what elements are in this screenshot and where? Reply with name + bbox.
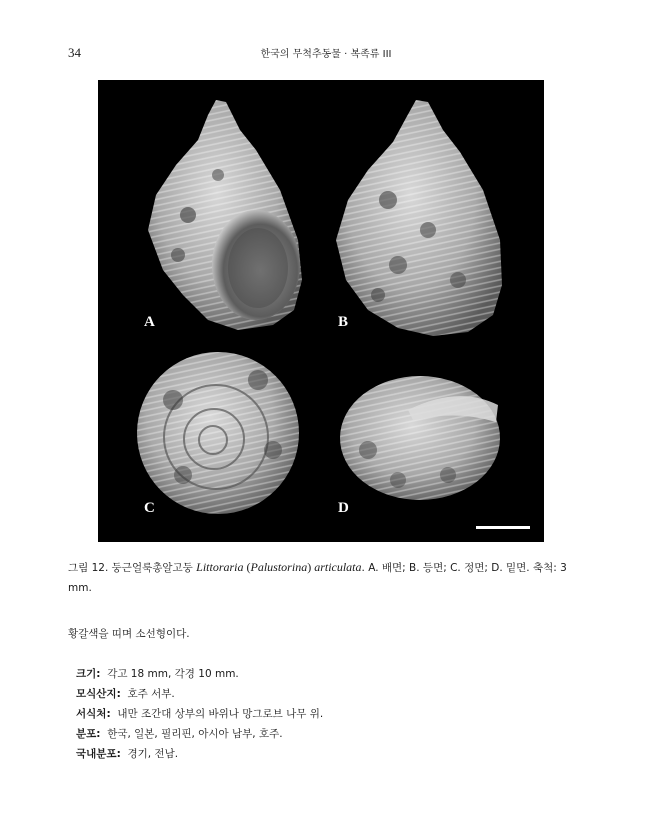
- fact-key: 크기: [76, 668, 97, 680]
- fact-key: 서식처: [76, 708, 107, 720]
- fact-distribution: 분포: 한국, 일본, 필리핀, 아시아 남부, 호주.: [76, 728, 283, 740]
- fact-size: 크기: 각고 18 mm, 각경 10 mm.: [76, 668, 239, 680]
- species-facts: [76, 664, 323, 764]
- fact-value: 각고 18 mm, 각경 10 mm.: [107, 668, 239, 680]
- caption-paren-open: (: [243, 560, 251, 574]
- panel-label-b: B: [338, 314, 349, 330]
- shell-b-abapertural-view: [336, 100, 502, 336]
- fact-habitat: 서식처: 내만 조간대 상부의 바위나 망그로브 나무 위.: [76, 708, 324, 720]
- panel-label-a: A: [144, 314, 155, 330]
- scale-bar: [476, 526, 530, 529]
- caption-suffix: . A. 배면; B. 등면; C. 정면; D. 밑면. 축척: 3 mm.: [68, 562, 567, 594]
- panel-label-d: D: [338, 500, 349, 516]
- shell-c-apical-view: [137, 352, 299, 514]
- fact-type-locality: 모식산지: 호주 서부.: [76, 688, 175, 700]
- figure-caption: [68, 558, 586, 598]
- shell-d-umbilical-view: [340, 376, 500, 500]
- panel-label-c: C: [144, 500, 155, 516]
- fact-key: 모식산지: [76, 688, 117, 700]
- fact-domestic-distribution: 국내분포: 경기, 전남.: [76, 748, 179, 760]
- fact-value: 경기, 전남.: [127, 748, 179, 760]
- fact-value: 한국, 일본, 필리핀, 아시아 남부, 호주.: [107, 728, 283, 740]
- fact-value: 내만 조간대 상부의 바위나 망그로브 나무 위.: [117, 708, 324, 720]
- caption-subgenus: Palustorina: [250, 560, 308, 574]
- shell-a-apertural-view: [148, 100, 302, 330]
- caption-prefix: 그림 12. 둥근얼룩총알고둥: [68, 562, 197, 574]
- caption-species: articulata: [314, 560, 362, 574]
- description-intro: 황갈색을 띠며 소선형이다.: [68, 628, 190, 640]
- caption-paren-close: ): [307, 560, 315, 574]
- fact-key: 국내분포: [76, 748, 117, 760]
- figure-plate: [98, 80, 544, 542]
- page-number: 34: [68, 45, 81, 60]
- shell-photographs: [98, 80, 544, 542]
- running-title: 한국의 무척추동물 · 복족류 III: [260, 49, 392, 60]
- caption-genus: Littoraria: [196, 560, 244, 574]
- fact-key: 분포: [76, 728, 97, 740]
- fact-value: 호주 서부.: [127, 688, 175, 700]
